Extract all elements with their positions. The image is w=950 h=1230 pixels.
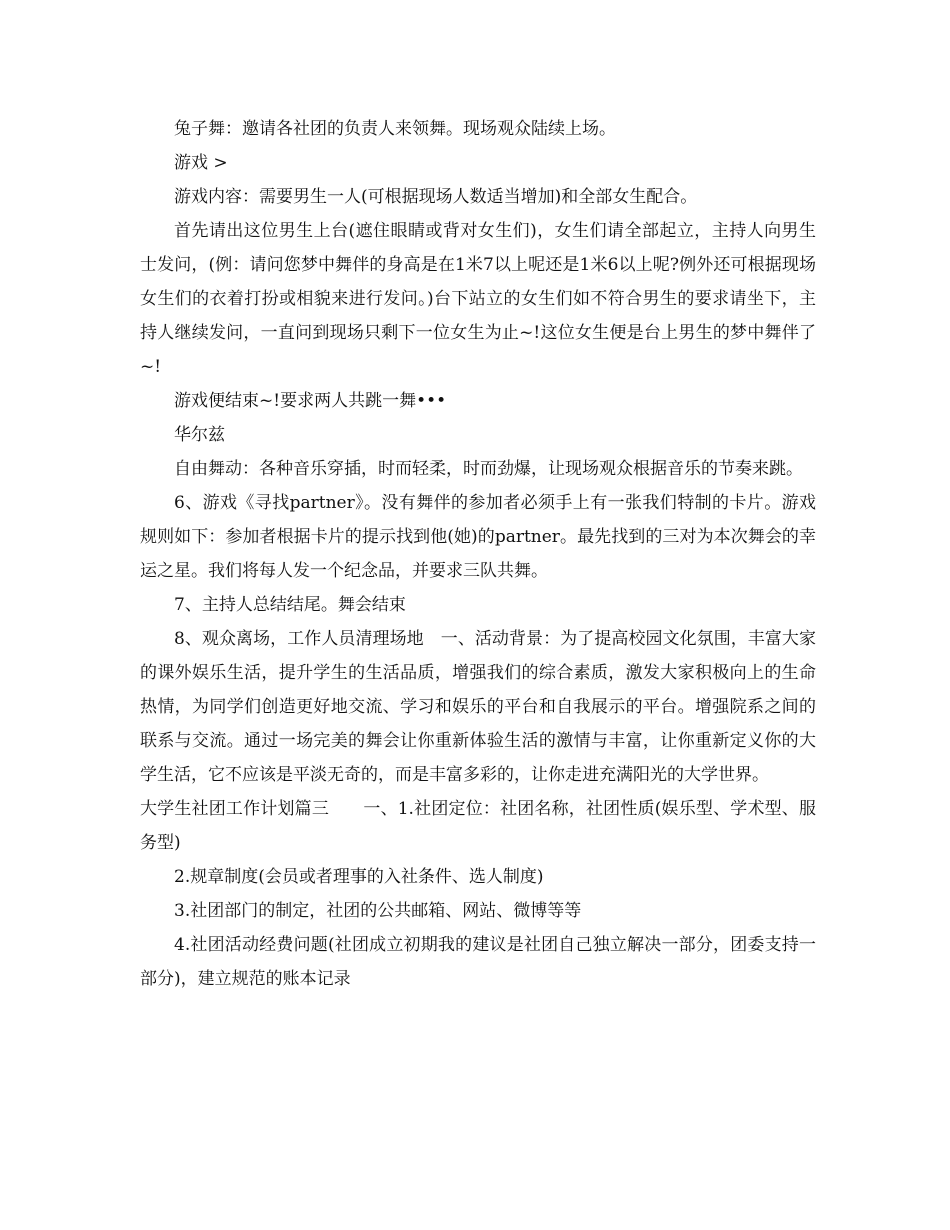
paragraph-section-three: 大学生社团工作计划篇三 一、1.社团定位：社团名称，社团性质(娱乐型、学术型、服务型)	[140, 799, 816, 853]
paragraph-game-end: 游戏便结束~!要求两人共跳一舞•••	[174, 391, 447, 411]
paragraph-item-8: 8、观众离场，工作人员清理场地 一、活动背景：为了提高校园文化氛围，丰富大家的课外娱乐生活，提升学生的生活品质，增强我们的综合素质，激发大家积极向上的生命热情，为同学们创造更好地交流、学习和娱乐的平台和自我展示的平台。增强院系之间的联系与交流。通过一场完美的舞会让你重新体验生活的激情与丰富，让你重新定义你的大学生活，它不应该是平淡无奇的，而是丰富多彩的，让你走进充满阳光的大学世界。	[140, 629, 816, 785]
paragraph-game-heading: 游戏 >	[174, 153, 228, 173]
document-body	[140, 112, 816, 996]
paragraph-item-7: 7、主持人总结结尾。舞会结束	[174, 595, 406, 615]
paragraph-free-dance: 自由舞动：各种音乐穿插，时而轻柔，时而劲爆，让现场观众根据音乐的节奏来跳。	[174, 459, 803, 479]
paragraph-bunny-dance: 兔子舞：邀请各社团的负责人来领舞。现场观众陆续上场。	[174, 119, 616, 139]
paragraph-rules-system: 2.规章制度(会员或者理事的入社条件、选人制度)	[174, 867, 544, 887]
paragraph-waltz: 华尔兹	[174, 425, 225, 445]
paragraph-game-rules: 首先请出这位男生上台(遮住眼睛或背对女生们)，女生们请全部起立，主持人向男生士发问，(例：请问您梦中舞伴的身高是在1米7以上呢还是1米6以上呢?例外还可根据现场女生们的衣着打扮或相貌来进行发问。)台下站立的女生们如不符合男生的要求请坐下，主持人继续发问，一直问到现场只剩下一位女生为止~!这位女生便是台上男生的梦中舞伴了~!	[140, 221, 816, 377]
paragraph-game-content: 游戏内容：需要男生一人(可根据现场人数适当增加)和全部女生配合。	[174, 187, 698, 207]
paragraph-funding: 4.社团活动经费问题(社团成立初期我的建议是社团自己独立解决一部分，团委支持一部分)，建立规范的账本记录	[140, 935, 816, 989]
paragraph-departments: 3.社团部门的制定，社团的公共邮箱、网站、微博等等	[174, 901, 582, 921]
paragraph-item-6: 6、游戏《寻找partner》。没有舞伴的参加者必须手上有一张我们特制的卡片。游戏规则如下：参加者根据卡片的提示找到他(她)的partner。最先找到的三对为本次舞会的幸运之星。我们将每人发一个纪念品，并要求三队共舞。	[140, 493, 816, 581]
